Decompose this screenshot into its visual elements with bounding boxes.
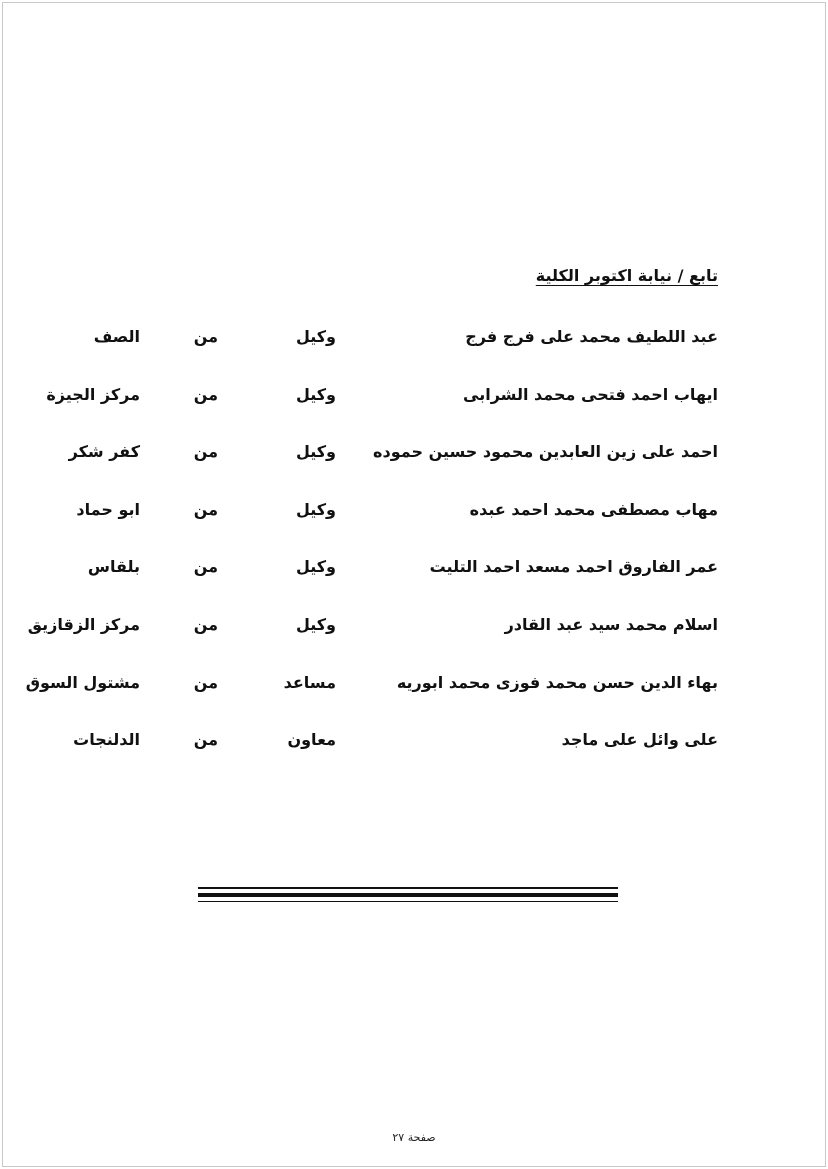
list-item [0, 430, 828, 488]
person-role: وكيل [295, 499, 336, 519]
from-label: من [193, 557, 218, 577]
appointments-list [0, 315, 828, 776]
person-name: اسلام محمد سيد عبد القادر [504, 614, 718, 634]
section-divider-middle [198, 893, 618, 897]
from-label: من [193, 384, 218, 404]
from-label: من [193, 672, 218, 692]
origin-place: كفر شكر [68, 442, 140, 462]
origin-place: الصف [93, 327, 140, 346]
from-label: من [193, 614, 218, 634]
origin-place: بلقاس [87, 557, 140, 577]
page-number: صفحة ٢٧ [392, 1131, 436, 1144]
person-role: وكيل [295, 557, 336, 577]
from-label: من [193, 730, 218, 750]
list-item [0, 373, 828, 431]
person-name: عمر الفاروق احمد مسعد احمد التليت [429, 557, 718, 577]
person-role: وكيل [295, 614, 336, 634]
list-item [0, 488, 828, 546]
from-label: من [193, 327, 218, 346]
person-name: عبد اللطيف محمد على فرج فرج [465, 327, 718, 346]
person-role: معاون [287, 730, 336, 750]
person-name: بهاء الدين حسن محمد فوزى محمد ابوريه [396, 672, 718, 692]
person-name: على وائل على ماجد [561, 730, 718, 750]
section-divider-bottom [198, 901, 618, 902]
from-label: من [193, 499, 218, 519]
origin-place: مركز الجيزة [46, 384, 140, 404]
origin-place: ابو حماد [76, 499, 140, 519]
origin-place: الدلنجات [73, 730, 140, 750]
person-role: مساعد [283, 672, 336, 692]
list-item [0, 603, 828, 661]
person-name: احمد على زين العابدين محمود حسين حموده [373, 442, 718, 462]
list-item [0, 545, 828, 603]
list-item [0, 661, 828, 719]
person-role: وكيل [295, 327, 336, 346]
person-name: ايهاب احمد فتحى محمد الشرابى [463, 384, 718, 404]
section-divider-top [198, 887, 618, 889]
from-label: من [193, 442, 218, 462]
list-item [0, 315, 828, 373]
person-name: مهاب مصطفى محمد احمد عبده [469, 499, 718, 519]
origin-place: مشتول السوق [25, 672, 140, 692]
person-role: وكيل [295, 442, 336, 462]
list-item [0, 718, 828, 776]
origin-place: مركز الزقازيق [27, 614, 140, 634]
section-heading: تابع / نيابة اكتوبر الكلية [535, 266, 718, 285]
person-role: وكيل [295, 384, 336, 404]
